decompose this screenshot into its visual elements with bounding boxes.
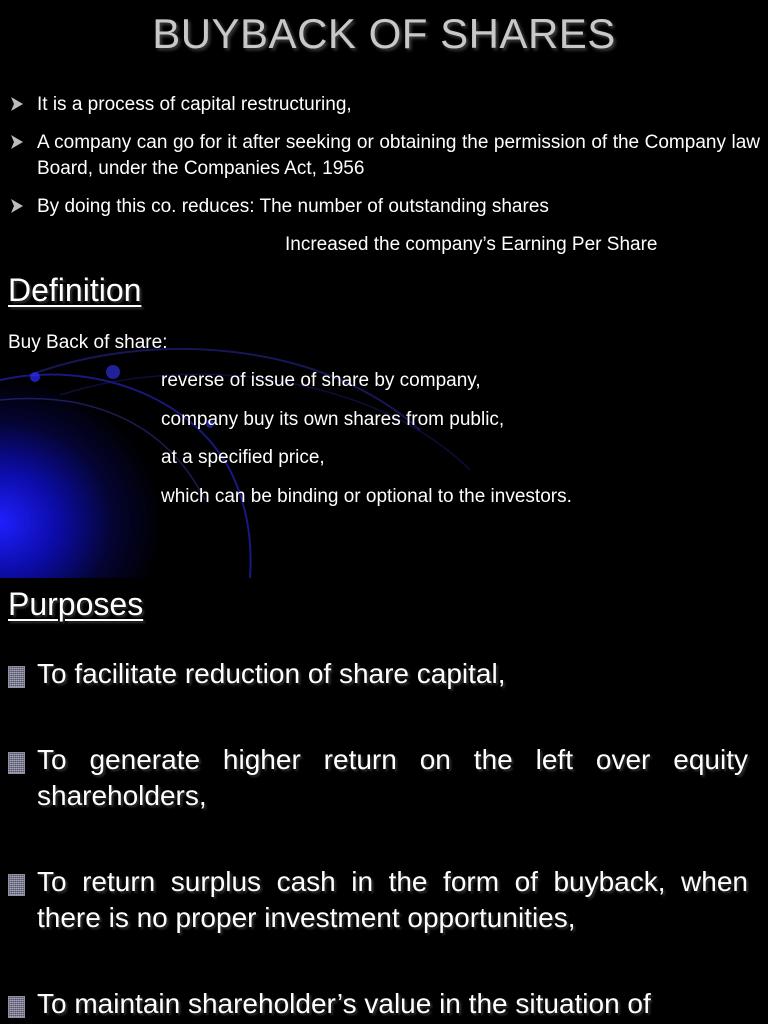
purpose-text: To generate higher return on the left over equity shareholders, [37,744,748,811]
bullet-item [10,130,760,182]
bullet-text: It is a process of capital restructuring, [37,94,352,115]
slide-title: BUYBACK OF SHARES [152,10,616,57]
definition-line: company buy its own shares from public, [161,408,505,430]
textured-square-icon [8,752,25,774]
definition-label: Buy Back of share: [8,332,168,353]
purpose-item [8,986,748,1022]
purposes-list [8,656,748,1022]
definition-heading: Definition [8,272,142,308]
purpose-item [8,742,748,814]
purpose-text: To return surplus cash in the form of buyback, when there is no proper investment opportunities, [37,866,748,933]
arrow-bullet-icon [10,134,24,150]
purpose-item [8,864,748,936]
textured-square-icon [8,996,25,1018]
definition-line: which can be binding or optional to the investors. [161,485,572,507]
bullet-continuation: Increased the company’s Earning Per Share [285,234,658,255]
arrow-bullet-icon [10,198,24,214]
bullet-text: By doing this co. reduces: The number of outstanding shares [37,196,549,217]
textured-square-icon [8,666,25,688]
bullet-item [10,92,760,118]
purpose-text: To facilitate reduction of share capital, [37,658,506,689]
definition-line: reverse of issue of share by company, [161,370,481,391]
purpose-item [8,656,748,692]
definition-list [161,370,572,524]
arrow-bullet-icon [10,96,24,112]
bullet-text: A company can go for it after seeking or obtaining the permission of the Company law Board, under the Companies Act, 1956 [37,132,760,179]
intro-bullet-list [10,92,760,232]
definition-line: at a specified price, [161,447,325,468]
purpose-text: To maintain shareholder’s value in the situation of [37,988,651,1019]
purposes-heading: Purposes [8,586,144,622]
bullet-item [10,194,760,220]
textured-square-icon [8,874,25,896]
